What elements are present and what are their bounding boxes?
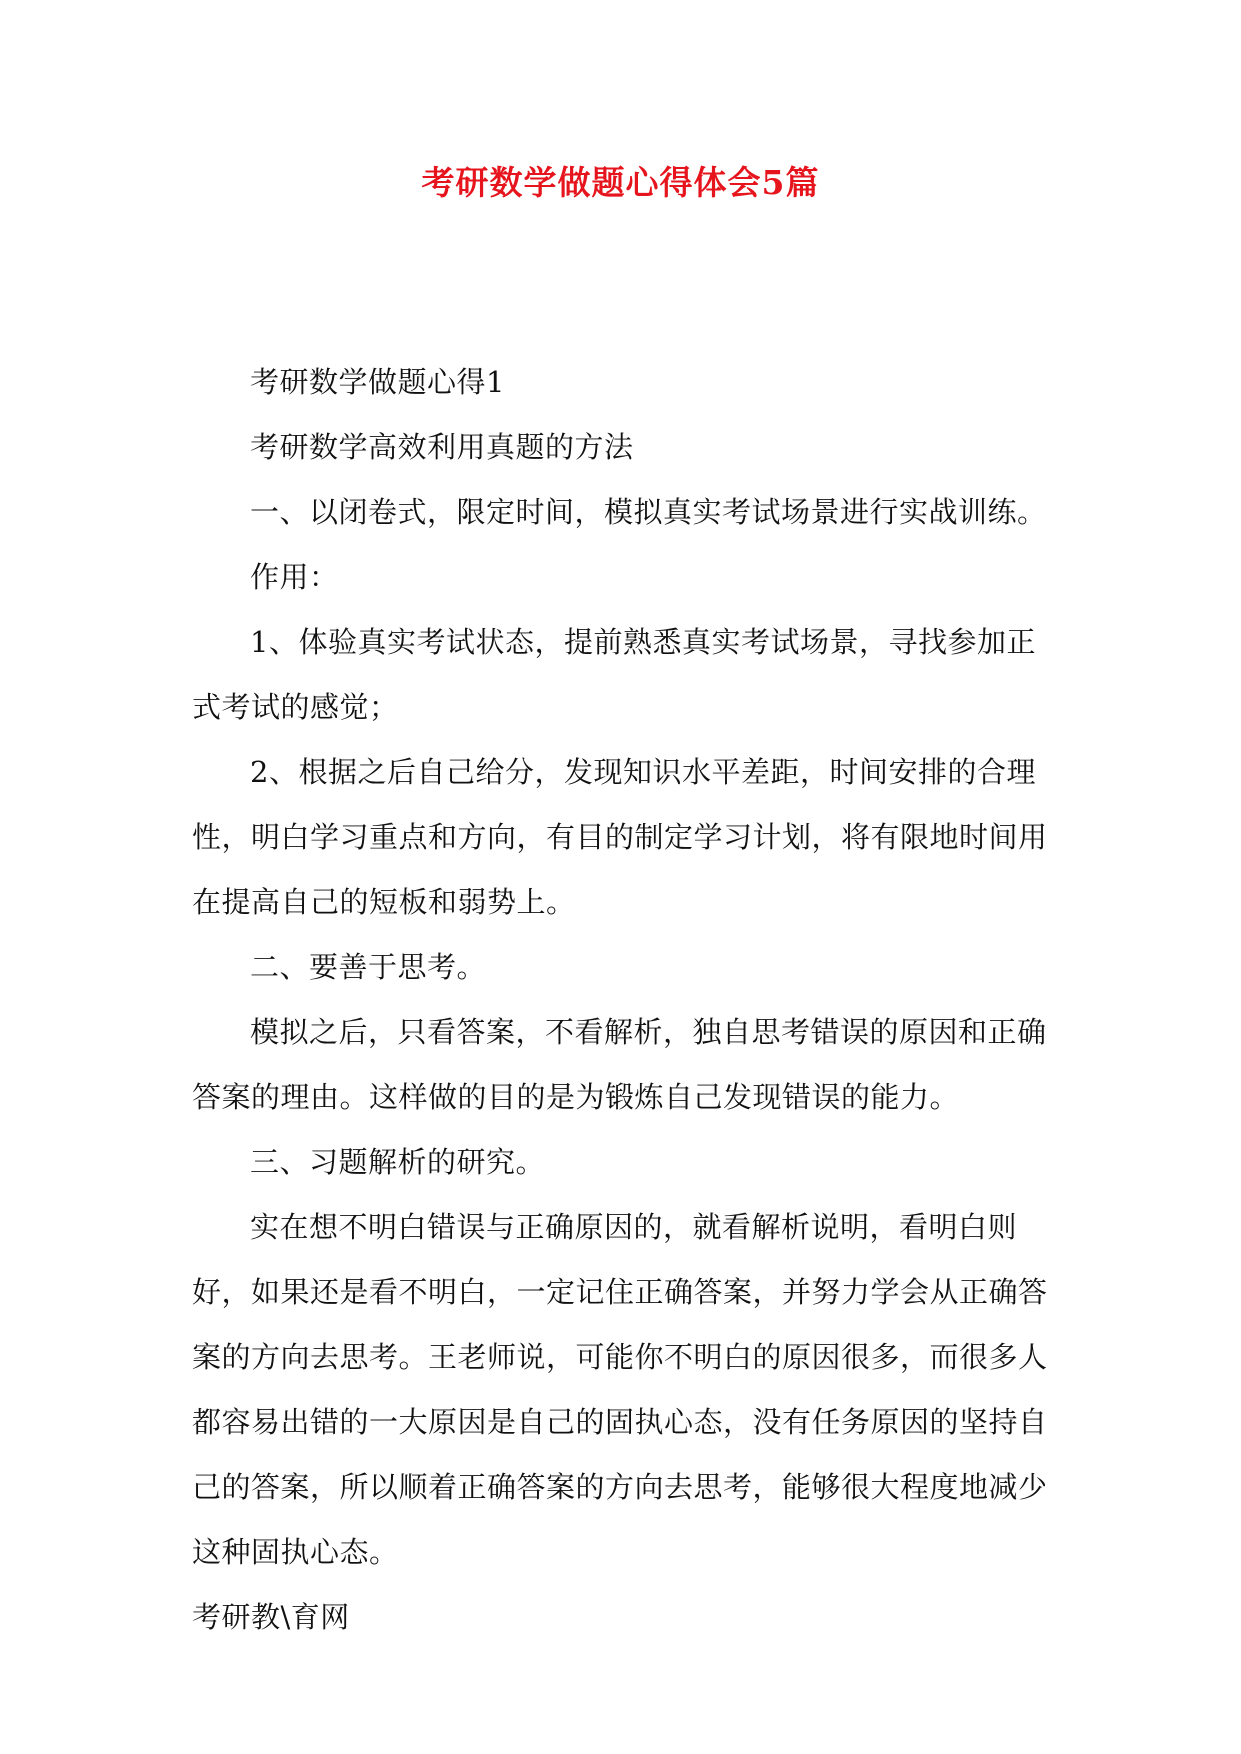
paragraph: 一、以闭卷式，限定时间，模拟真实考试场景进行实战训练。 <box>250 495 1047 529</box>
document-title: 考研数学做题心得体会5篇 <box>421 163 820 202</box>
paragraph: 二、要善于思考。 <box>250 950 487 984</box>
paragraph: 考研数学高效利用真题的方法 <box>250 430 634 464</box>
paragraph: 作用： <box>250 560 339 594</box>
paragraph: 考研数学做题心得1 <box>250 365 505 399</box>
paragraph-source: 考研教\育网 <box>192 1600 350 1634</box>
document-body <box>192 350 1064 1650</box>
paragraph: 实在想不明白错误与正确原因的，就看解析说明，看明白则好，如果还是看不明白，一定记住正确答案，并努力学会从正确答案的方向去思考。王老师说，可能你不明白的原因很多，而很多人都容易出错的一大原因是自己的固执心态，没有任务原因的坚持自己的答案，所以顺着正确答案的方向去思考，能够很大程度地减少这种固执心态。 <box>192 1210 1048 1569</box>
paragraph: 三、习题解析的研究。 <box>250 1145 546 1179</box>
paragraph: 2、根据之后自己给分，发现知识水平差距，时间安排的合理性，明白学习重点和方向，有目的制定学习计划，将有限地时间用在提高自己的短板和弱势上。 <box>192 755 1048 919</box>
paragraph: 模拟之后，只看答案，不看解析，独自思考错误的原因和正确答案的理由。这样做的目的是为锻炼自己发现错误的能力。 <box>192 1015 1047 1114</box>
paragraph: 1、体验真实考试状态，提前熟悉真实考试场景，寻找参加正式考试的感觉； <box>192 625 1036 724</box>
